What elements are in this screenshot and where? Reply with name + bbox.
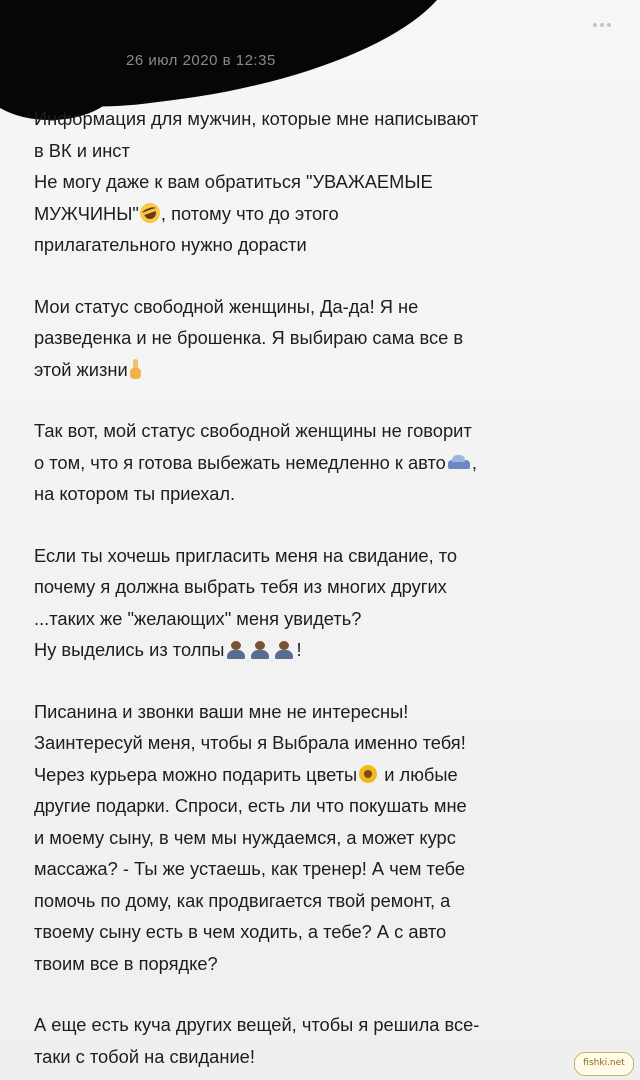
people-emoji-icon: [273, 639, 295, 659]
post-line: другие подарки. Спроси, есть ли что покушать мне: [34, 795, 467, 816]
post-line: Информация для мужчин, которые мне написывают: [34, 108, 479, 129]
car-emoji-icon: [447, 452, 471, 472]
post-body: [34, 103, 624, 1072]
post-text: Через курьера можно подарить цветы: [34, 763, 358, 785]
post-text: о том, что я готова выбежать немедленно к авто: [34, 451, 446, 473]
post-line: помочь по дому, как продвигается твой ремонт, а: [34, 889, 451, 911]
post-line: ...таких же "желающих" меня увидеть?: [34, 607, 362, 629]
post-text: МУЖЧИНЫ": [34, 202, 139, 224]
post-line: Мои статус свободной женщины, Да-да! Я не: [34, 295, 419, 317]
post-line: разведенка и не брошенка. Я выбираю сама все в: [34, 327, 464, 348]
post-text: и любые: [379, 763, 458, 785]
post-line: [34, 166, 624, 198]
more-dots-icon[interactable]: [584, 14, 620, 36]
post-line: в ВК и инст: [34, 139, 130, 161]
post-text: !: [296, 639, 302, 660]
post-line: и моему сыну, в чем мы нуждаемся, а может курс: [34, 826, 456, 848]
post-line: [34, 634, 624, 666]
post-line: [34, 447, 624, 479]
people-emoji-icon: [249, 639, 271, 659]
post-line: А еще есть куча других вещей, чтобы я решила все-: [34, 1014, 480, 1035]
post-line: почему я должна выбрать тебя из многих других: [34, 576, 447, 597]
watermark-logo: fishki.net: [574, 1052, 634, 1076]
post-line: прилагательного нужно дорасти: [34, 234, 307, 255]
post-text: ,: [471, 451, 477, 473]
post-line: массажа? - Ты же устаешь, как тренер! А чем тебе: [34, 858, 466, 879]
post-line: Заинтересуй меня, чтобы я Выбрала именно тебя!: [34, 732, 466, 753]
post-line: твоему сыну есть в чем ходить, а тебе? А с авто: [34, 921, 447, 942]
post-line: на котором ты приехал.: [34, 483, 236, 504]
post-text: , потому что до этого: [160, 202, 339, 224]
post-text: Ну выделись из толпы: [34, 639, 225, 660]
rolling-laughing-emoji-icon: [137, 200, 163, 226]
post-date: 26 июл 2020 в 12:35: [126, 52, 276, 69]
post-text: Не могу даже к вам обратиться "УВАЖАЕМЫЕ: [34, 171, 433, 192]
post-text: этой жизни: [34, 358, 128, 380]
sunflower-emoji-icon: [358, 764, 378, 784]
post-line: таки с тобой на свидание!: [34, 1045, 255, 1067]
post-line: [34, 759, 624, 791]
people-emoji-icon: [225, 639, 247, 659]
post-line: Если ты хочешь пригласить меня на свидание, то: [34, 544, 458, 566]
post-line: [34, 354, 624, 386]
post-line: Писанина и звонки ваши мне не интересны!: [34, 700, 409, 722]
post-line: твоим все в порядке?: [34, 952, 218, 974]
post-line: Так вот, мой статус свободной женщины не говорит: [34, 420, 472, 441]
pointing-finger-emoji-icon: [129, 359, 141, 379]
post-line: [34, 198, 624, 230]
